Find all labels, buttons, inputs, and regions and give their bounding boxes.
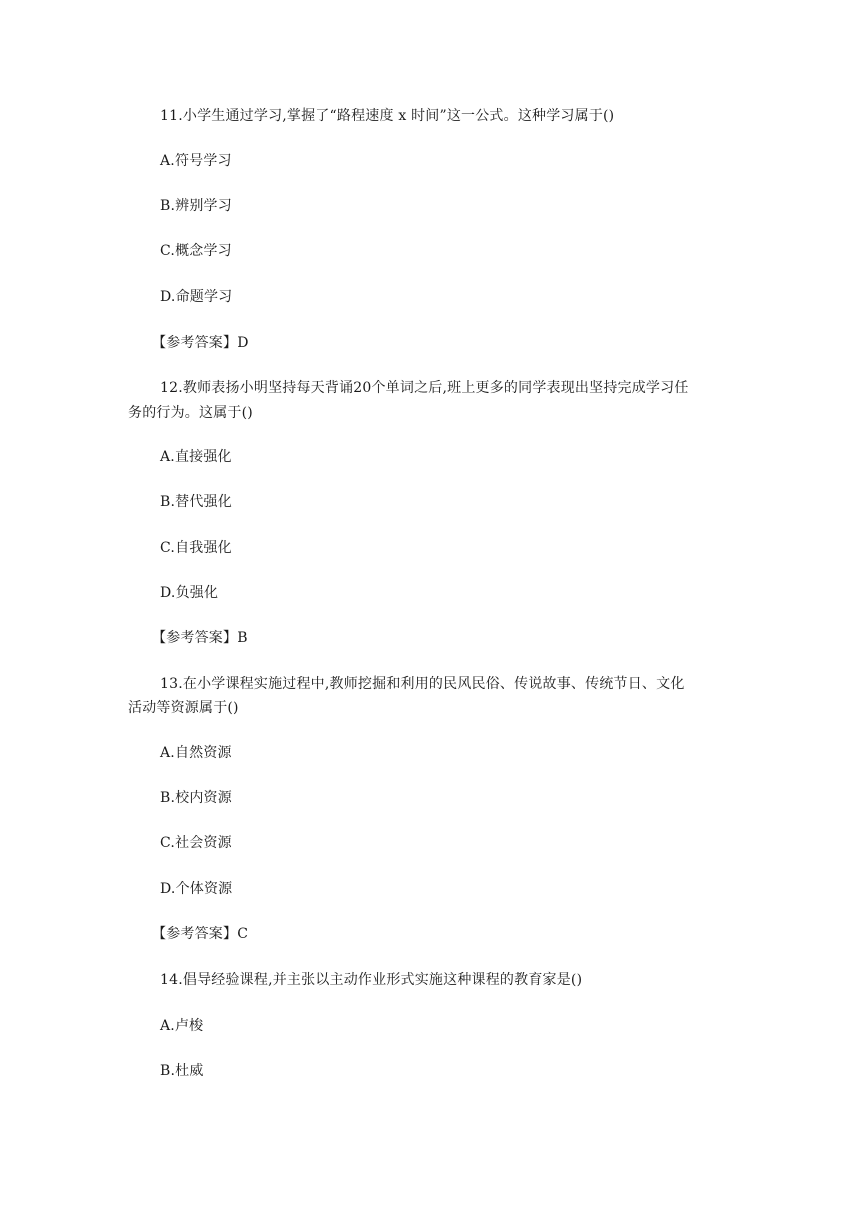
question-13-option-b: B.校内资源 [160, 790, 232, 806]
question-13-stem-line-2: 活动等资源属于() [128, 700, 239, 716]
question-13-option-c: C.社会资源 [160, 835, 232, 851]
question-11-option-d: D.命题学习 [160, 289, 233, 305]
question-12-option-d: D.负强化 [160, 585, 219, 601]
question-11-stem: 11.小学生通过学习,掌握了“路程速度 x 时间”这一公式。这种学习属于() [160, 108, 615, 124]
question-11-option-a: A.符号学习 [160, 153, 232, 169]
question-13-option-d: D.个体资源 [160, 881, 233, 897]
question-11-option-c: C.概念学习 [160, 243, 232, 259]
question-13-stem-line-1: 13.在小学课程实施过程中,教师挖掘和利用的民风民俗、传说故事、传统节日、文化 [160, 676, 685, 692]
question-12-option-b: B.替代强化 [160, 494, 232, 510]
question-14-option-a: A.卢梭 [160, 1018, 204, 1034]
question-11-option-b: B.辨别学习 [160, 198, 232, 214]
question-12-option-c: C.自我强化 [160, 540, 232, 556]
question-12-option-a: A.直接强化 [160, 449, 232, 465]
question-14-option-b: B.杜威 [160, 1063, 204, 1079]
question-12-stem-line-2: 务的行为。这属于() [128, 405, 253, 421]
question-13-answer: 【参考答案】C [152, 926, 249, 942]
question-14-stem: 14.倡导经验课程,并主张以主动作业形式实施这种课程的教育家是() [160, 972, 583, 988]
question-11-answer: 【参考答案】D [152, 335, 249, 351]
question-12-answer: 【参考答案】B [152, 630, 248, 646]
question-12-stem-line-1: 12.教师表扬小明坚持每天背诵20个单词之后,班上更多的同学表现出坚持完成学习任 [160, 380, 689, 396]
question-13-option-a: A.自然资源 [160, 745, 232, 761]
